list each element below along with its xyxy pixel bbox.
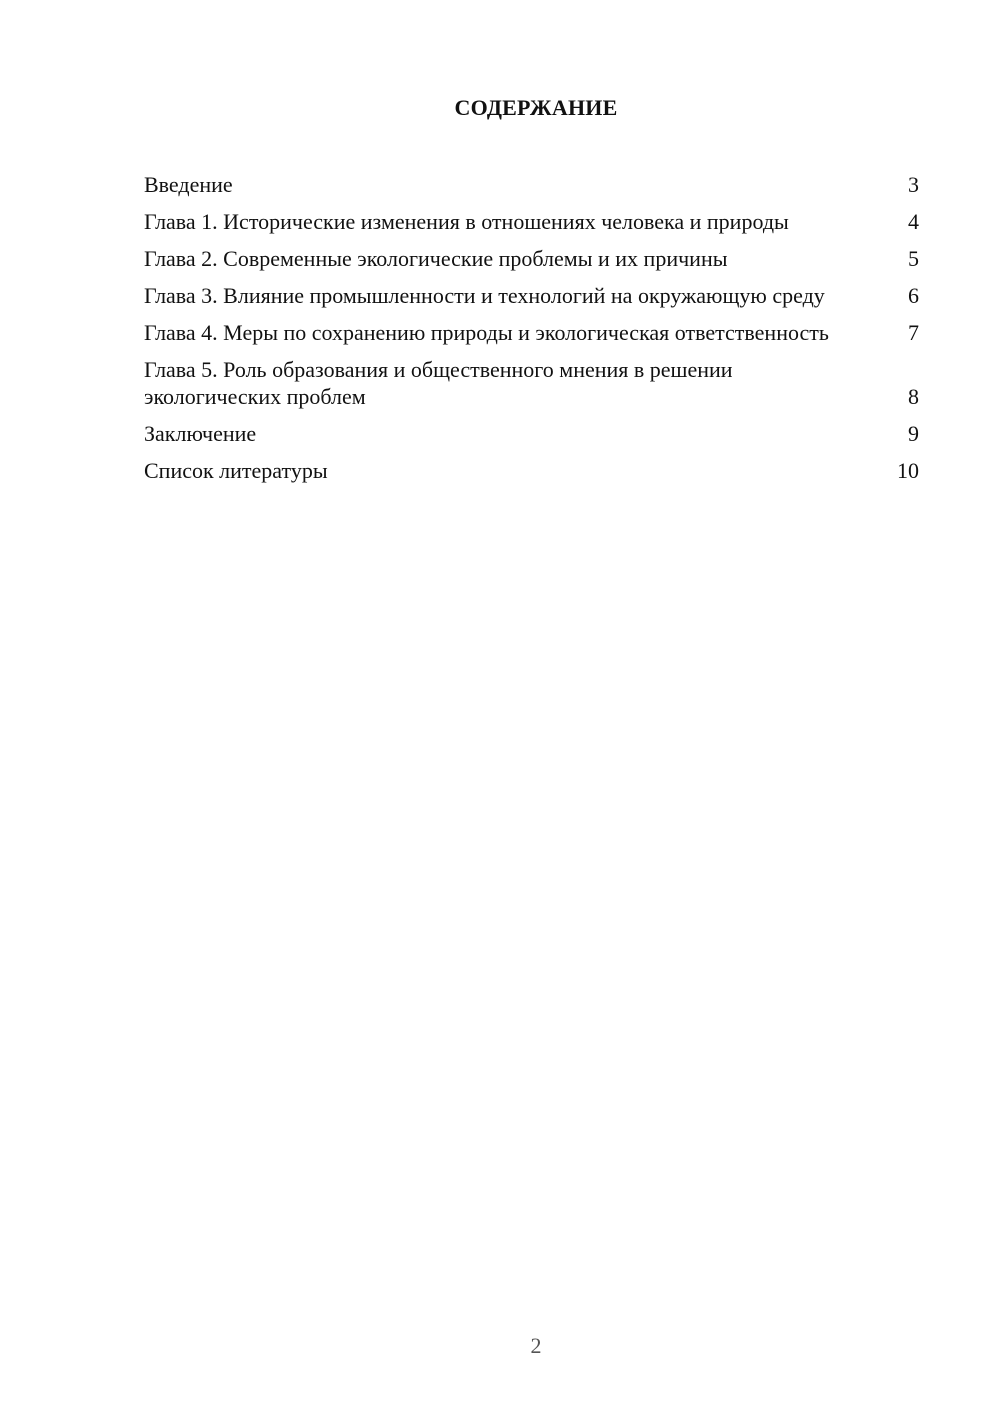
toc-entry-text: Введение <box>144 172 233 197</box>
toc-entry-text: Глава 2. Современные экологические проблемы и их причины <box>144 246 728 271</box>
toc-entry-text: Заключение <box>144 421 257 446</box>
page-number: 2 <box>530 1333 542 1358</box>
toc-entry-page-number: 10 <box>897 458 919 483</box>
toc-entry-text: Глава 4. Меры по сохранению природы и экологическая ответственность <box>144 320 829 345</box>
toc-entry-references[interactable] <box>144 457 919 484</box>
toc-entry-page-number: 5 <box>908 246 919 271</box>
toc-entry-chapter-2[interactable] <box>144 245 919 272</box>
toc-entry-text: Глава 5. Роль образования и общественного мнения в решении экологических проблем <box>144 357 733 409</box>
toc-entry-page-number: 7 <box>908 320 919 345</box>
toc-title: СОДЕРЖАНИЕ <box>454 95 618 120</box>
toc-entry-conclusion[interactable] <box>144 420 919 447</box>
toc-entry-page-number: 6 <box>908 283 919 308</box>
toc-entry-chapter-5[interactable] <box>144 356 919 410</box>
toc-entry-page-number: 8 <box>908 384 919 409</box>
toc-entry-page-number: 4 <box>908 209 919 234</box>
toc-entry-text: Глава 1. Исторические изменения в отношениях человека и природы <box>144 209 789 234</box>
toc-entry-chapter-1[interactable] <box>144 208 919 235</box>
toc-entry-introduction[interactable] <box>144 171 919 198</box>
toc-entry-text: Список литературы <box>144 458 328 483</box>
toc-entry-page-number: 3 <box>908 172 919 197</box>
table-of-contents <box>144 171 919 494</box>
toc-entry-page-number: 9 <box>908 421 919 446</box>
toc-entry-chapter-4[interactable] <box>144 319 919 346</box>
toc-entry-text: Глава 3. Влияние промышленности и технологий на окружающую среду <box>144 283 825 308</box>
toc-entry-chapter-3[interactable] <box>144 282 919 309</box>
